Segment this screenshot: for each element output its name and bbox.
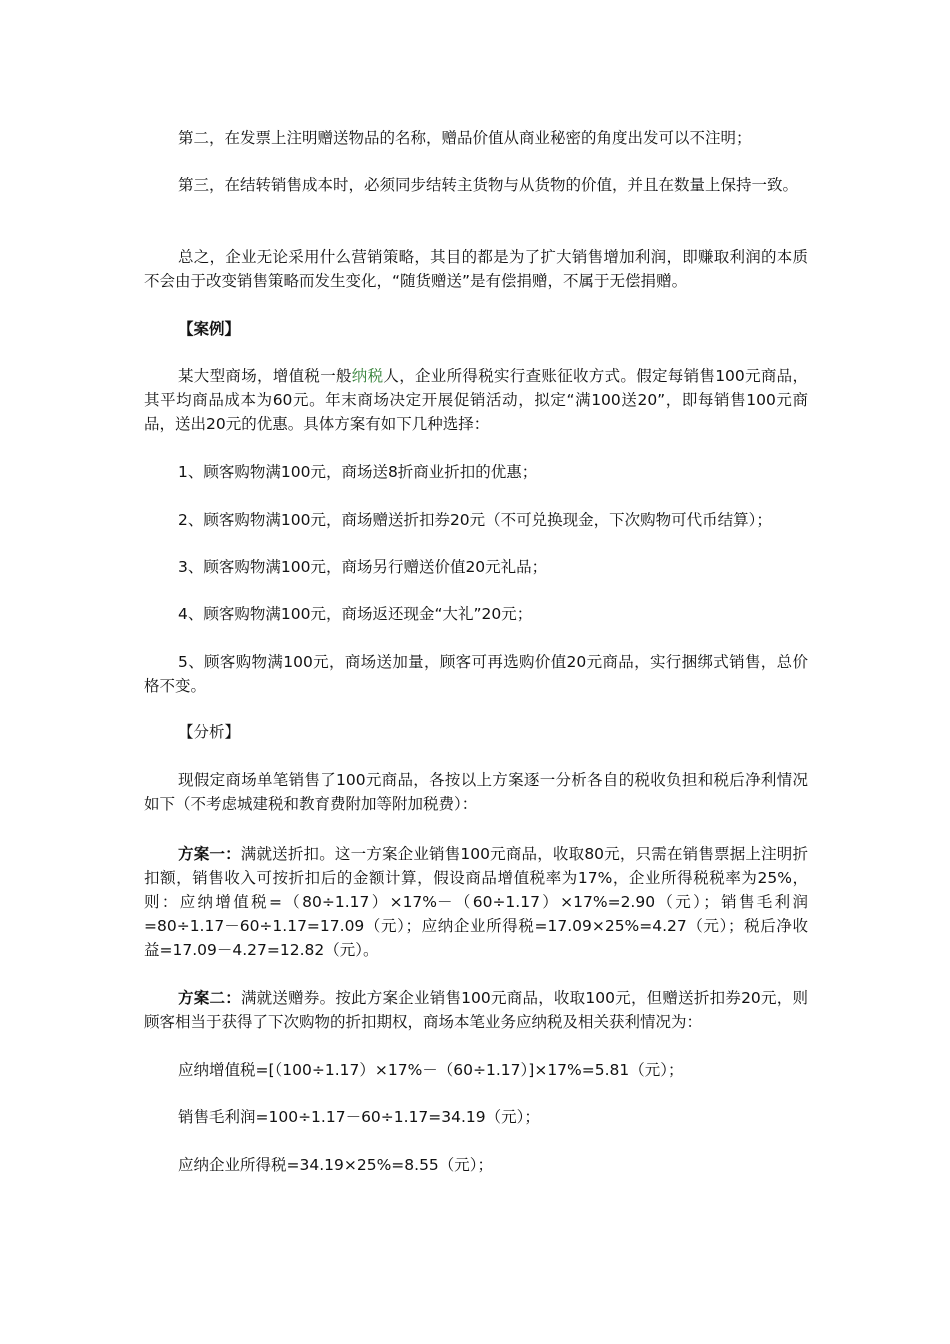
option-4: 4、顾客购物满100元，商场返还现金“大礼”20元； bbox=[178, 605, 533, 623]
option-1: 1、顾客购物满100元，商场送8折商业折扣的优惠； bbox=[178, 463, 538, 481]
calc-vat: 应纳增值税=[（100÷1.17）×17%－（60÷1.17）]×17%=5.81（元）； bbox=[178, 1061, 684, 1079]
plan-one-text: 满就送折扣。这一方案企业销售100元商品，收取80元，只需在销售票据上注明折扣额，销售收入可按折扣后的金额计算，假设商品增值税率为17%，企业所得税税率为25%，则：应纳增值税=（80÷1.17）×17%－（60÷1.17）×17%=2.90（元）；销售毛利润=80÷1.17－60÷1.17=17.09（元）；应纳企业所得税=17.09×25%=4.27（元）；税后净收益=17.09－4.27=12.82（元）。 bbox=[144, 845, 808, 959]
calc-income-tax: 应纳企业所得税=34.19×25%=8.55（元）； bbox=[178, 1156, 494, 1174]
plan-one bbox=[144, 842, 808, 962]
paragraph-summary: 总之，企业无论采用什么营销策略，其目的都是为了扩大销售增加利润，即赚取利润的本质不会由于改变销售策略而发生变化，“随货赠送”是有偿捐赠，不属于无偿捐赠。 bbox=[144, 248, 808, 290]
case-heading: 【案例】 bbox=[178, 320, 241, 338]
option-3: 3、顾客购物满100元，商场另行赠送价值20元礼品； bbox=[178, 558, 548, 576]
calc-gross-profit: 销售毛利润=100÷1.17－60÷1.17=34.19（元）； bbox=[178, 1108, 540, 1126]
case-description bbox=[144, 364, 808, 436]
option-5: 5、顾客购物满100元，商场送加量，顾客可再选购价值20元商品，实行捆绑式销售，总价格不变。 bbox=[144, 653, 808, 695]
paragraph-second-point: 第二，在发票上注明赠送物品的名称，赠品价值从商业秘密的角度出发可以不注明； bbox=[178, 129, 752, 147]
case-text-after: 人，企业所得税实行查账征收方式。假定每销售100元商品，其平均商品成本为60元。年末商场决定开展促销活动，拟定“满100送20”，即每销售100元商品，送出20元的优惠。具体方案有如下几种选择： bbox=[144, 367, 808, 433]
taxpayer-link[interactable]: 纳税 bbox=[351, 367, 384, 385]
plan-two-text: 满就送赠券。按此方案企业销售100元商品，收取100元，但赠送折扣券20元，则顾客相当于获得了下次购物的折扣期权，商场本笔业务应纳税及相关获利情况为： bbox=[144, 989, 808, 1031]
case-text-before: 某大型商场，增值税一般 bbox=[178, 367, 352, 385]
option-2: 2、顾客购物满100元，商场赠送折扣券20元（不可兑换现金，下次购物可代币结算）； bbox=[178, 511, 772, 529]
plan-two-label: 方案二： bbox=[178, 989, 241, 1007]
analysis-intro: 现假定商场单笔销售了100元商品，各按以上方案逐一分析各自的税收负担和税后净利情况如下（不考虑城建税和教育费附加等附加税费）： bbox=[144, 771, 808, 813]
plan-two bbox=[144, 986, 808, 1034]
analysis-heading: 【分析】 bbox=[178, 723, 241, 741]
plan-one-label: 方案一： bbox=[178, 845, 241, 863]
paragraph-third-point: 第三，在结转销售成本时，必须同步结转主货物与从货物的价值，并且在数量上保持一致。 bbox=[178, 176, 799, 194]
